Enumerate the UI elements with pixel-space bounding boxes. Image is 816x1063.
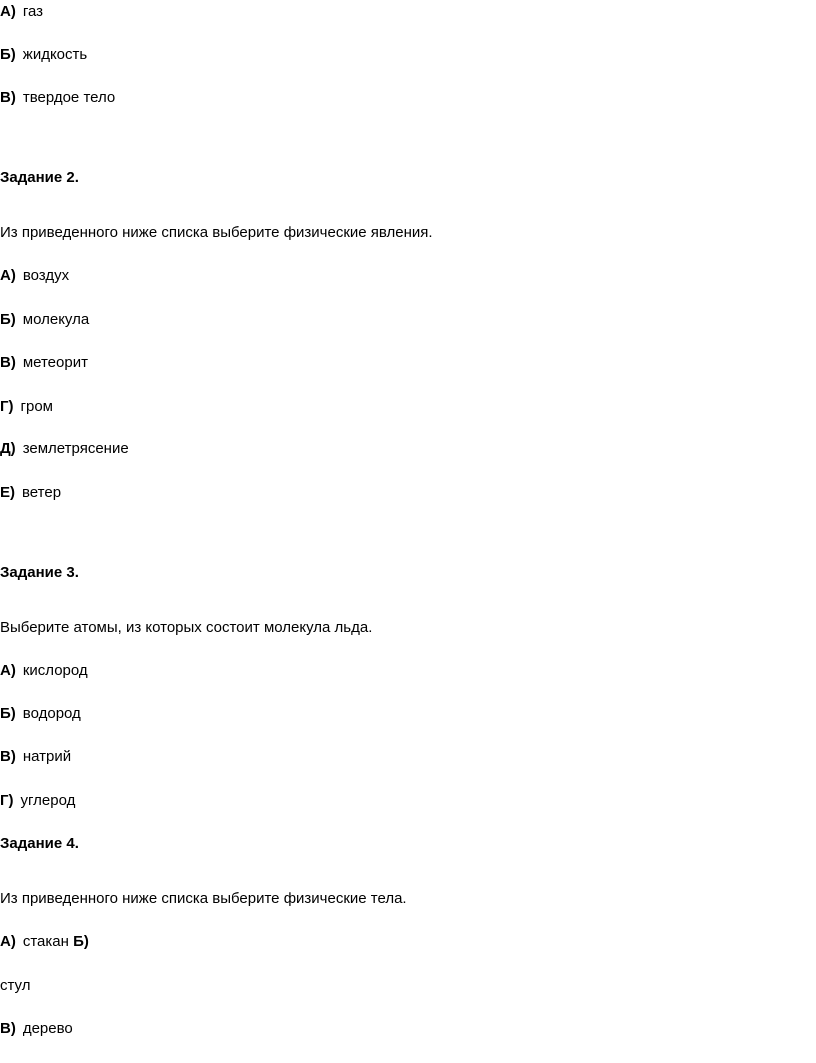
task2-option-f — [0, 483, 61, 503]
task3-option-d — [0, 791, 75, 811]
option-text: стакан — [22, 933, 69, 950]
option-text: землетрясение — [22, 440, 129, 457]
task2-option-a — [0, 266, 69, 286]
option-text: дерево — [22, 1020, 73, 1037]
option-text: стул — [0, 977, 31, 994]
task2-option-b — [0, 310, 89, 330]
option-text: воздух — [22, 267, 70, 284]
option-letter: Г) — [0, 792, 14, 809]
option-text: газ — [22, 3, 44, 20]
task4-heading: Задание 4. — [0, 835, 79, 852]
option-letter: Е) — [0, 484, 15, 501]
task1-option-b — [0, 45, 87, 65]
option-letter: А) — [0, 662, 16, 679]
option-text: жидкость — [22, 46, 88, 63]
task2-option-c — [0, 353, 88, 373]
task3-option-a — [0, 661, 88, 681]
option-letter: Г) — [0, 398, 14, 415]
option-text: твердое тело — [22, 89, 116, 106]
option-letter: Б) — [0, 311, 16, 328]
option-letter: Д) — [0, 440, 16, 457]
task4-option-c — [0, 1019, 73, 1039]
task1-option-a — [0, 2, 43, 22]
task3-option-c — [0, 747, 71, 767]
option-letter: В) — [0, 354, 16, 371]
option-letter: А) — [0, 3, 16, 20]
option-letter: В) — [0, 89, 16, 106]
option-letter: Б) — [0, 705, 16, 722]
option-text: гром — [20, 398, 53, 415]
task1-option-c — [0, 88, 115, 108]
option-text: метеорит — [22, 354, 88, 371]
option-letter: В) — [0, 748, 16, 765]
task2-heading: Задание 2. — [0, 169, 79, 186]
option-letter: А) — [0, 933, 16, 950]
option-letter: В) — [0, 1020, 16, 1037]
option-text: натрий — [22, 748, 72, 765]
option-text: кислород — [22, 662, 88, 679]
task4-option-b-text — [0, 976, 30, 996]
task2-question: Из приведенного ниже списка выберите физические явления. — [0, 224, 433, 241]
task3-heading: Задание 3. — [0, 564, 79, 581]
option-letter: Б) — [0, 46, 16, 63]
task4-option-a — [0, 932, 89, 952]
option-text: углерод — [20, 792, 76, 809]
task3-option-b — [0, 704, 81, 724]
task3-question: Выберите атомы, из которых состоит молекула льда. — [0, 619, 373, 636]
task4-question: Из приведенного ниже списка выберите физические тела. — [0, 890, 407, 907]
option-letter: А) — [0, 267, 16, 284]
task2-option-e — [0, 439, 129, 459]
option-letter-trailing: Б) — [73, 933, 89, 950]
option-text: молекула — [22, 311, 90, 328]
option-text: водород — [22, 705, 81, 722]
task2-option-d — [0, 397, 53, 417]
option-text: ветер — [22, 484, 62, 501]
